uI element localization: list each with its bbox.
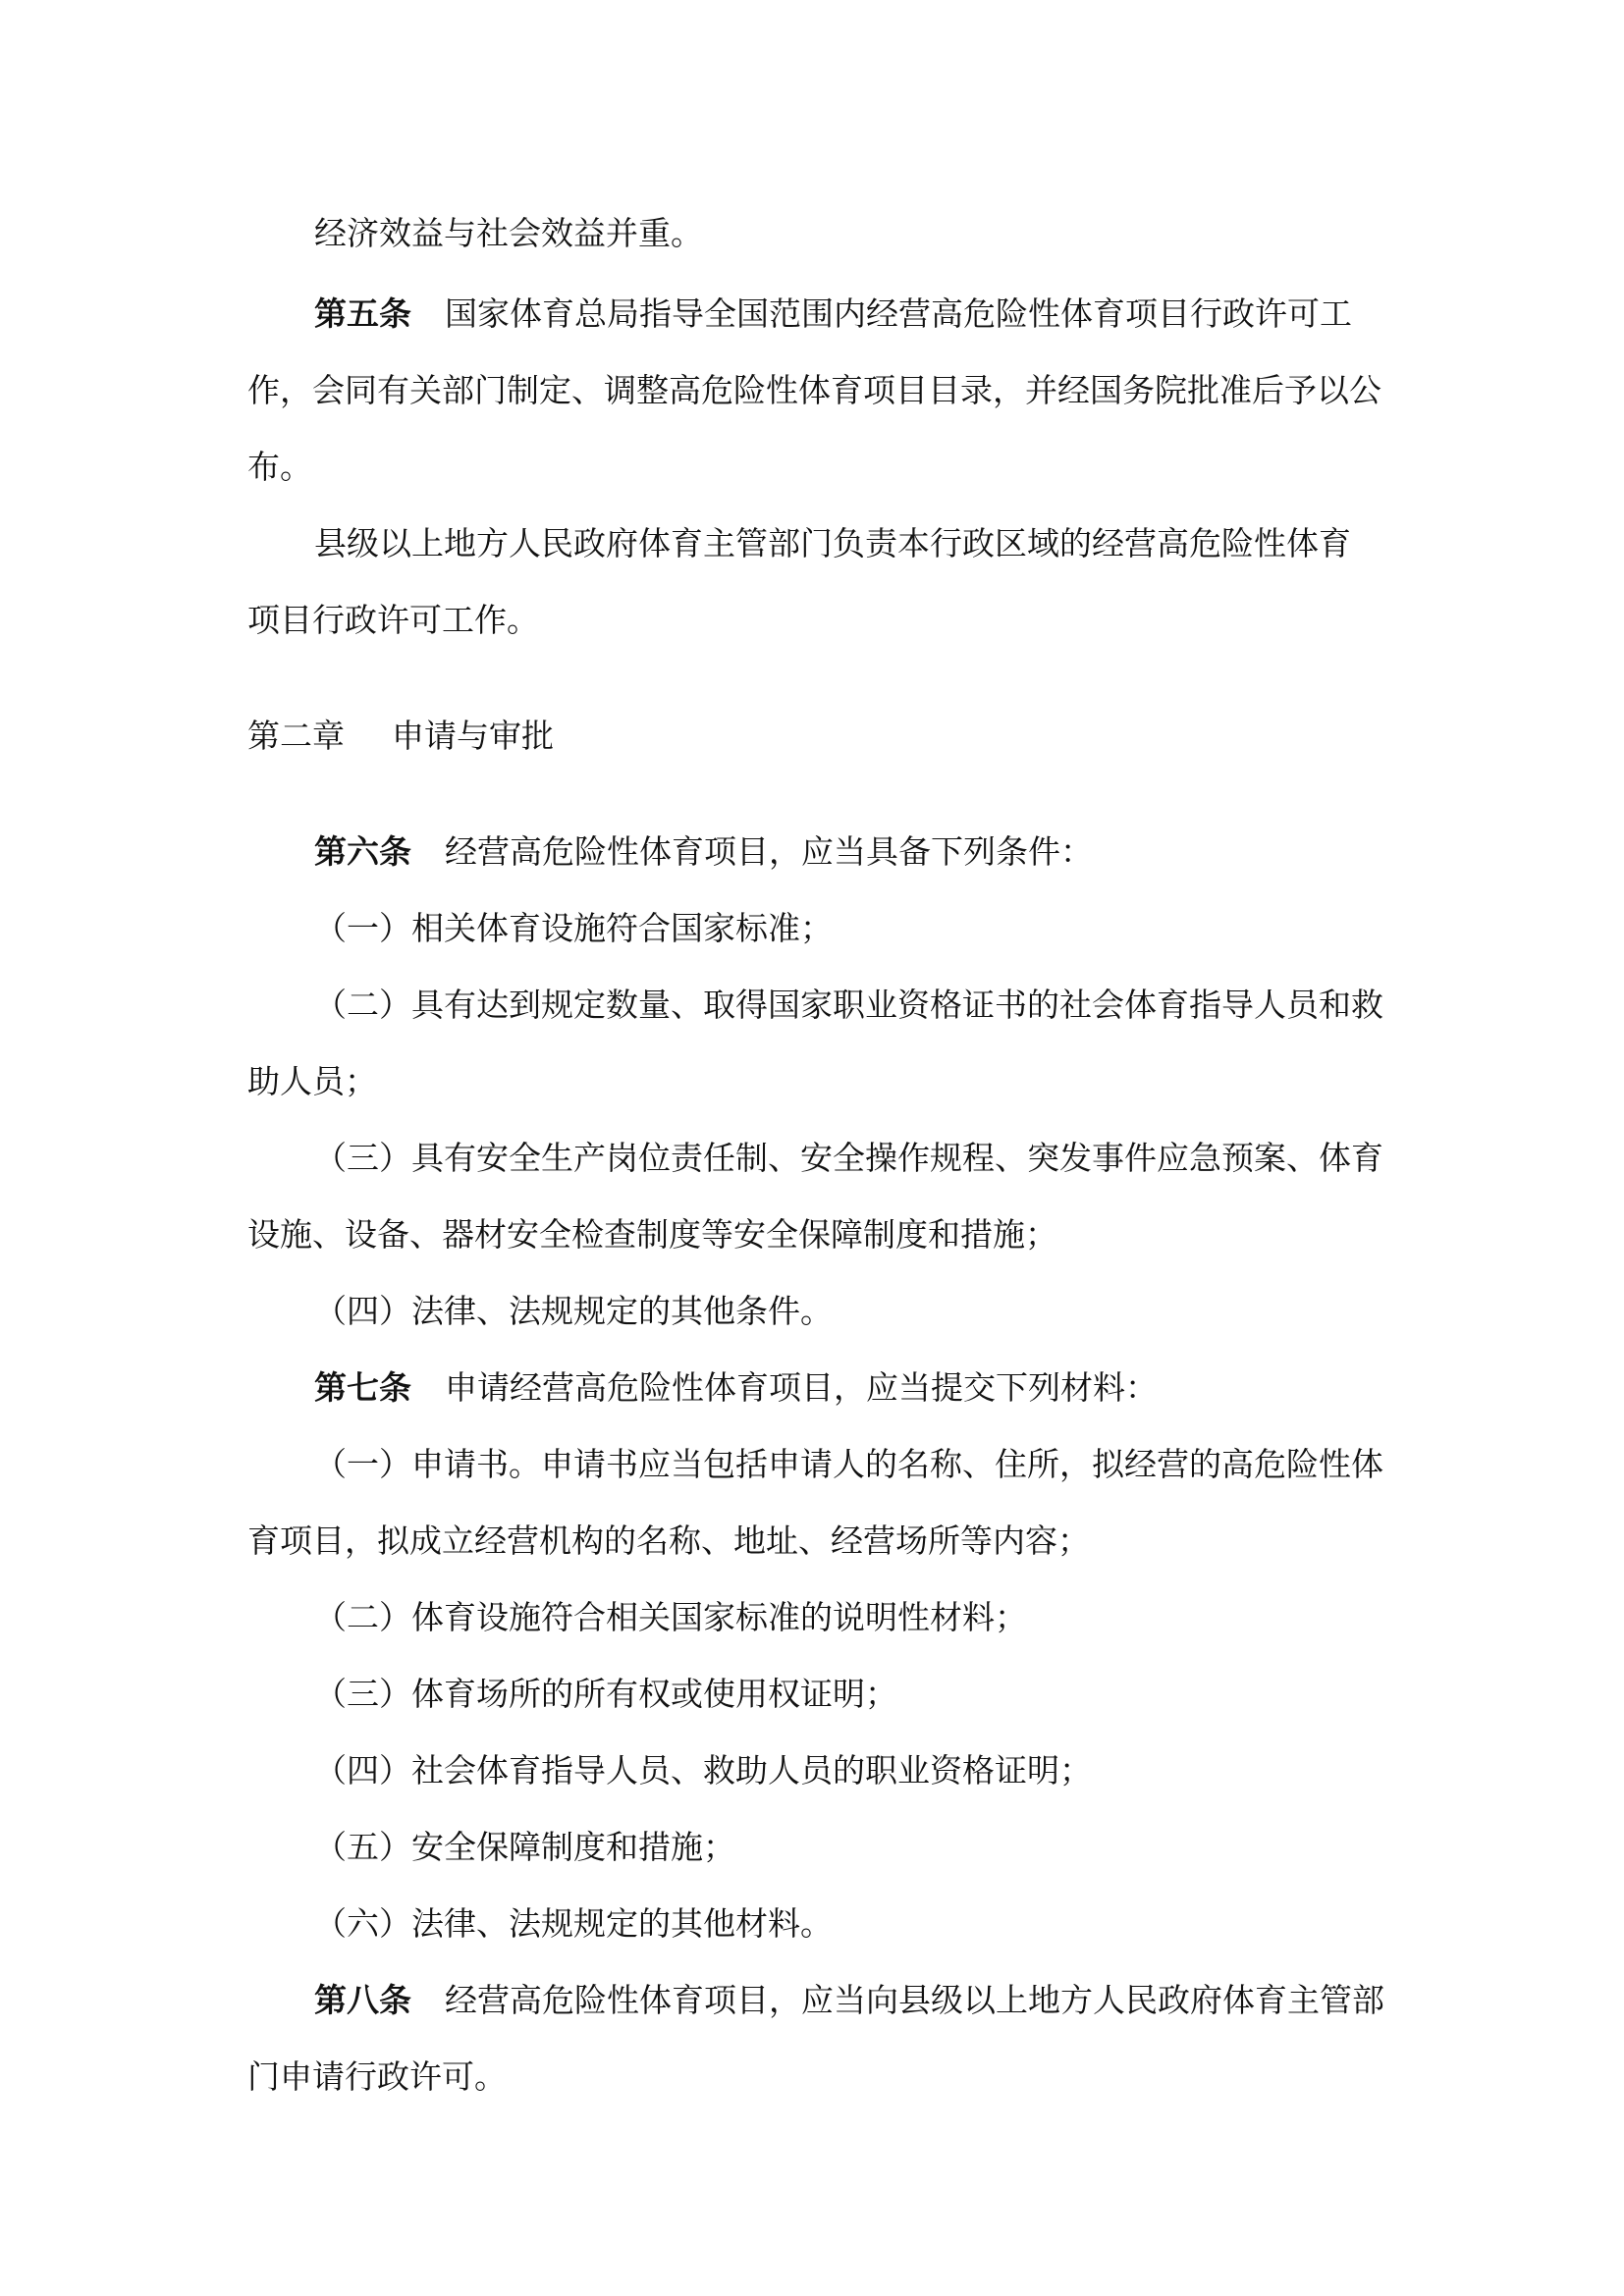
article-8-label: 第八条 bbox=[314, 1981, 411, 2019]
article-7-text: 申请经营高危险性体育项目，应当提交下列材料： bbox=[445, 1368, 1158, 1407]
article-7-item-4 bbox=[314, 1751, 1092, 1790]
paragraph-text: 项目行政许可工作。 bbox=[247, 601, 539, 639]
article-7-item-3 bbox=[314, 1675, 897, 1714]
list-item-text: 助人员； bbox=[247, 1062, 377, 1100]
paragraph-intro-continuation bbox=[314, 214, 703, 253]
article-7-item-6 bbox=[314, 1904, 833, 1944]
article-5-label: 第五条 bbox=[314, 294, 411, 333]
article-8-text: 经营高危险性体育项目，应当向县级以上地方人民政府体育主管部 bbox=[445, 1981, 1384, 2019]
list-item-text: （一）相关体育设施符合国家标准； bbox=[314, 909, 833, 947]
article-7-item-1-line-1 bbox=[314, 1445, 1383, 1484]
article-7-label: 第七条 bbox=[314, 1368, 411, 1407]
article-7-item-5 bbox=[314, 1828, 735, 1867]
article-6-item-2-line-2 bbox=[247, 1062, 377, 1101]
article-6-item-3-line-1 bbox=[314, 1139, 1383, 1178]
chapter-2-heading bbox=[247, 717, 554, 756]
article-5-text-line: 作，会同有关部门制定、调整高危险性体育项目目录，并经国务院批准后予以公 bbox=[247, 371, 1381, 409]
paragraph-text: 经济效益与社会效益并重。 bbox=[314, 214, 703, 252]
article-5-text-line: 布。 bbox=[247, 448, 312, 486]
article-8-line-2 bbox=[247, 2057, 507, 2097]
list-item-text: （二）体育设施符合相关国家标准的说明性材料； bbox=[314, 1598, 1027, 1636]
list-item-text: （二）具有达到规定数量、取得国家职业资格证书的社会体育指导人员和救 bbox=[314, 986, 1383, 1024]
article-6-item-2-line-1 bbox=[314, 986, 1383, 1025]
article-6-item-3-line-2 bbox=[247, 1215, 1057, 1255]
article-8-first-line bbox=[314, 1981, 1384, 2020]
article-6-text: 经营高危险性体育项目，应当具备下列条件： bbox=[445, 832, 1093, 871]
list-item-text: （三）具有安全生产岗位责任制、安全操作规程、突发事件应急预案、体育 bbox=[314, 1139, 1383, 1177]
article-5-line-3 bbox=[247, 448, 312, 487]
chapter-number: 第二章 bbox=[247, 717, 345, 755]
article-7-first-line bbox=[314, 1368, 1158, 1408]
list-item-text: （三）体育场所的所有权或使用权证明； bbox=[314, 1675, 897, 1713]
list-item-text: 设施、设备、器材安全检查制度等安全保障制度和措施； bbox=[247, 1215, 1057, 1254]
article-7-item-1-line-2 bbox=[247, 1522, 1090, 1561]
article-7-item-2 bbox=[314, 1598, 1027, 1637]
article-8-text-line: 门申请行政许可。 bbox=[247, 2057, 507, 2096]
list-item-text: （六）法律、法规规定的其他材料。 bbox=[314, 1904, 833, 1943]
paragraph-text: 县级以上地方人民政府体育主管部门负责本行政区域的经营高危险性体育 bbox=[314, 524, 1351, 562]
list-item-text: （四）社会体育指导人员、救助人员的职业资格证明； bbox=[314, 1751, 1092, 1789]
article-6-item-1 bbox=[314, 909, 833, 948]
chapter-title: 申请与审批 bbox=[392, 717, 554, 755]
list-item-text: （一）申请书。申请书应当包括申请人的名称、住所，拟经营的高危险性体 bbox=[314, 1445, 1383, 1483]
article-6-first-line bbox=[314, 832, 1093, 872]
list-item-text: （四）法律、法规规定的其他条件。 bbox=[314, 1292, 833, 1330]
article-5-first-line bbox=[314, 294, 1352, 334]
article-5-paragraph-2-line-2 bbox=[247, 601, 539, 640]
article-5-text: 国家体育总局指导全国范围内经营高危险性体育项目行政许可工 bbox=[445, 294, 1352, 333]
article-5-line-2 bbox=[247, 371, 1381, 410]
article-5-paragraph-2-line-1 bbox=[314, 524, 1351, 563]
list-item-text: 育项目，拟成立经营机构的名称、地址、经营场所等内容； bbox=[247, 1522, 1090, 1560]
article-6-label: 第六条 bbox=[314, 832, 411, 871]
list-item-text: （五）安全保障制度和措施； bbox=[314, 1828, 735, 1866]
article-6-item-4 bbox=[314, 1292, 833, 1331]
